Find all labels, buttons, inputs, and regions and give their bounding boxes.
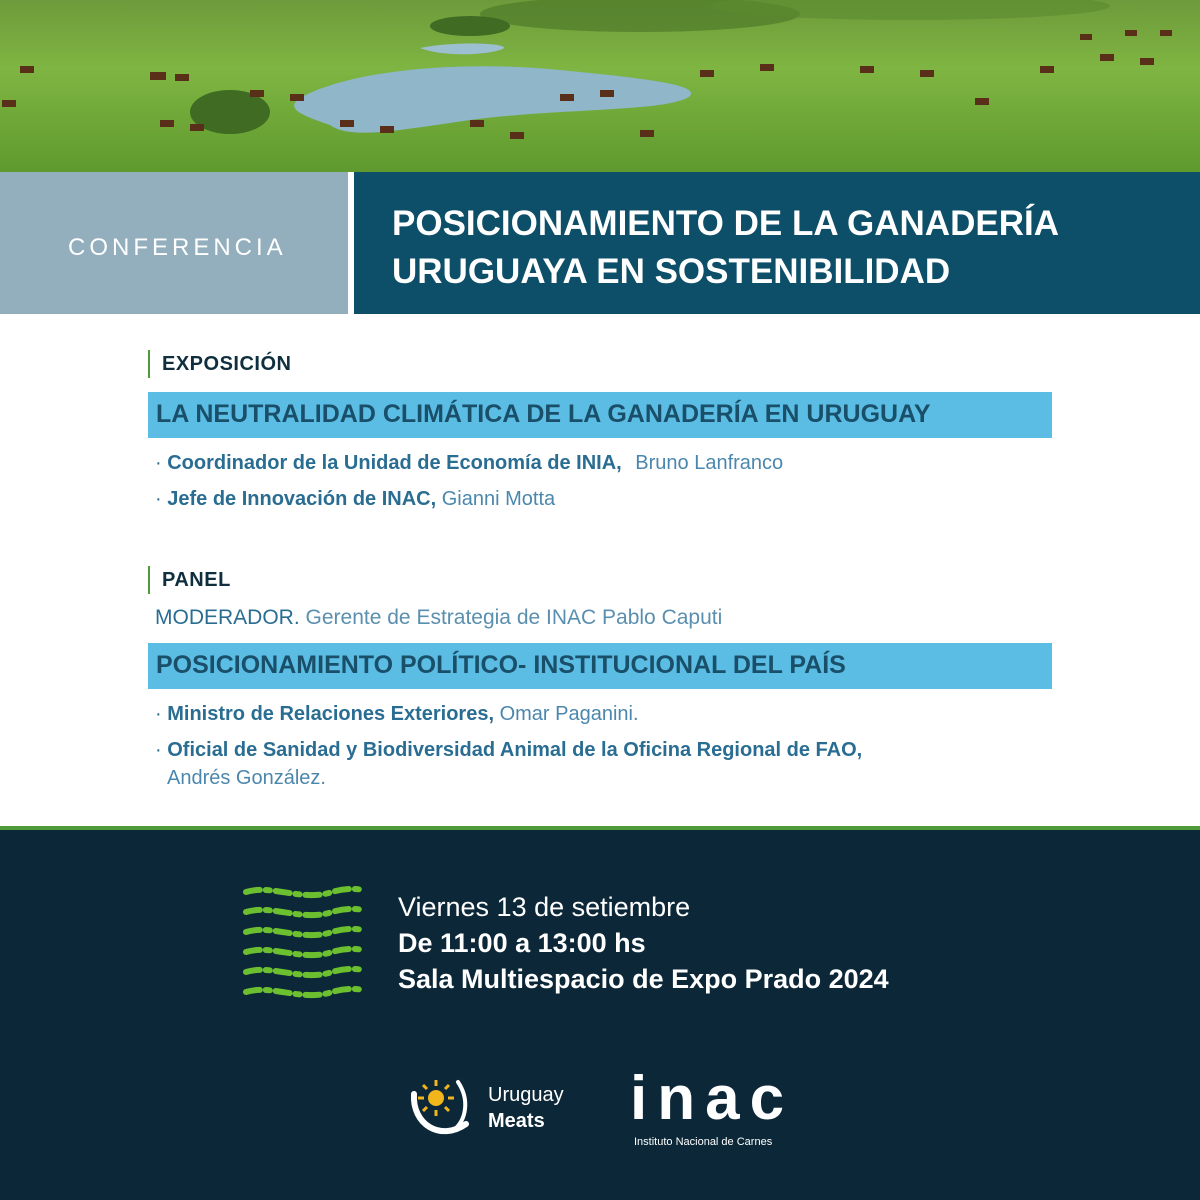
event-time: De 11:00 a 13:00 hs — [398, 928, 646, 958]
hero-landscape-image — [0, 0, 1200, 172]
speaker-role: Oficial de Sanidad y Biodiversidad Animal de la Oficina Regional de FAO, — [167, 739, 863, 761]
event-place: Sala Multiespacio de Expo Prado 2024 — [398, 964, 889, 994]
moderator-text: Gerente de Estrategia de INAC Pablo Caputi — [305, 606, 723, 629]
inac-logo: inac — [630, 1064, 795, 1133]
conference-label-box — [0, 172, 348, 314]
title-box — [354, 172, 1200, 314]
bullet: · — [155, 703, 162, 725]
panel-speaker-1 — [155, 703, 639, 726]
pasture-illustration — [0, 0, 1200, 172]
event-date: Viernes 13 de setiembre — [398, 892, 691, 922]
footer — [0, 830, 1200, 1200]
page-title-line-2: URUGUAYA EN SOSTENIBILIDAD — [392, 252, 951, 291]
inac-subtitle: Instituto Nacional de Carnes — [634, 1136, 773, 1148]
page-title-line-1: POSICIONAMIENTO DE LA GANADERÍA — [392, 204, 1059, 243]
speaker-role: Coordinador de la Unidad de Economía de INIA, — [167, 452, 622, 474]
uruguay-meats-logo-icon — [410, 1076, 476, 1146]
uruguay-meats-line2: Meats — [488, 1110, 545, 1132]
moderator-line — [155, 606, 722, 630]
exposicion-topic-bar — [148, 392, 1052, 438]
waves-icon — [242, 884, 368, 1008]
speaker-name: Gianni Motta — [441, 488, 556, 510]
speaker-name: Omar Paganini. — [499, 703, 639, 725]
exposicion-speaker-2 — [155, 488, 555, 511]
exposicion-label: EXPOSICIÓN — [148, 350, 291, 378]
bullet: · — [155, 452, 162, 474]
title-band — [0, 172, 1200, 314]
panel-speaker-2-name-line — [167, 767, 326, 790]
uruguay-meats-line1: Uruguay — [488, 1084, 564, 1106]
bullet: · — [155, 739, 162, 761]
speaker-role: Jefe de Innovación de INAC, — [167, 488, 437, 510]
panel-label: PANEL — [148, 566, 231, 594]
speaker-name: Andrés González. — [167, 767, 326, 789]
panel-topic-bar — [148, 643, 1052, 689]
exposicion-speaker-1 — [155, 452, 783, 475]
panel-speaker-2 — [155, 739, 862, 762]
moderator-label: MODERADOR. — [155, 606, 300, 629]
speaker-name: Bruno Lanfranco — [635, 452, 784, 474]
panel-topic: POSICIONAMIENTO POLÍTICO- INSTITUCIONAL DEL PAÍS — [156, 651, 846, 679]
bullet: · — [155, 488, 162, 510]
speaker-role: Ministro de Relaciones Exteriores, — [167, 703, 495, 725]
conference-label: CONFERENCIA — [68, 234, 287, 261]
exposicion-topic: LA NEUTRALIDAD CLIMÁTICA DE LA GANADERÍA EN URUGUAY — [156, 400, 931, 428]
